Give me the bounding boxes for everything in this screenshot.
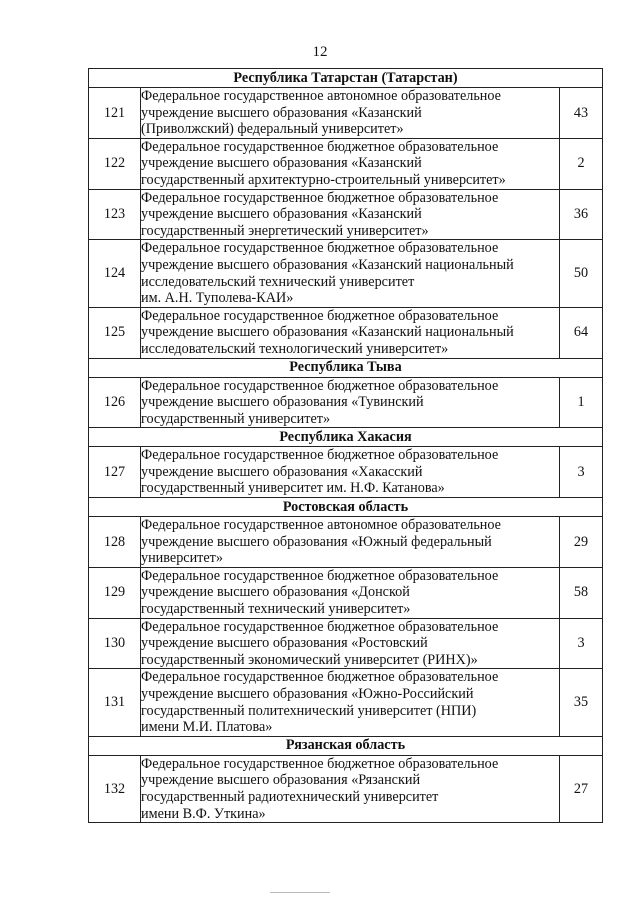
institution-name-line: государственный университет им. Н.Ф. Катанова» — [141, 480, 445, 497]
table-row — [89, 240, 603, 307]
quota-count: 64 — [560, 307, 603, 358]
row-number: 123 — [89, 189, 141, 240]
institution-name-line: государственный энергетический университет» — [141, 222, 429, 239]
row-number: 125 — [89, 307, 141, 358]
institution-name-line: государственный радиотехнический университет — [141, 788, 439, 805]
row-number: 128 — [89, 517, 141, 568]
quota-count: 1 — [560, 377, 603, 428]
region-name: Рязанская область — [89, 736, 603, 755]
institution-name-line: учреждение высшего образования «Казанский — [141, 104, 422, 121]
institution-name — [141, 307, 560, 358]
institution-name — [141, 88, 560, 139]
institution-name-line: учреждение высшего образования «Казанский национальный — [141, 256, 514, 273]
table-row — [89, 447, 603, 498]
institution-name-line: Федеральное государственное бюджетное образовательное — [141, 567, 499, 584]
row-number: 124 — [89, 240, 141, 307]
row-number: 129 — [89, 567, 141, 618]
institution-name-line: Федеральное государственное бюджетное образовательное — [141, 447, 499, 464]
institution-name-line: государственный технический университет» — [141, 601, 411, 618]
universities-table — [88, 68, 603, 823]
institution-name-line: государственный университет» — [141, 410, 331, 427]
table-row — [89, 307, 603, 358]
region-name: Республика Татарстан (Татарстан) — [89, 69, 603, 88]
table-row — [89, 669, 603, 736]
institution-name-line: Федеральное государственное бюджетное образовательное — [141, 618, 499, 635]
institution-name — [141, 567, 560, 618]
quota-count: 29 — [560, 517, 603, 568]
row-number: 126 — [89, 377, 141, 428]
institution-name — [141, 755, 560, 822]
institution-name-line: Федеральное государственное бюджетное образовательное — [141, 138, 499, 155]
quota-count: 27 — [560, 755, 603, 822]
institution-name — [141, 669, 560, 736]
institution-name-line: учреждение высшего образования «Рязанский — [141, 772, 421, 789]
page-number: 12 — [312, 44, 328, 60]
region-header-row — [89, 69, 603, 88]
institution-name-line: исследовательский технологический университет» — [141, 340, 449, 357]
table-row — [89, 138, 603, 189]
institution-name-line: учреждение высшего образования «Донской — [141, 584, 410, 601]
institution-name — [141, 618, 560, 669]
institution-name-line: имени М.И. Платова» — [141, 719, 273, 736]
institution-name-line: Федеральное государственное автономное образовательное — [141, 517, 501, 534]
institution-name — [141, 517, 560, 568]
quota-count: 50 — [560, 240, 603, 307]
region-header-row — [89, 428, 603, 447]
institution-name — [141, 138, 560, 189]
row-number: 121 — [89, 88, 141, 139]
row-number: 131 — [89, 669, 141, 736]
table-body — [89, 69, 603, 823]
institution-name-line: учреждение высшего образования «Тувинский — [141, 394, 424, 411]
quota-count: 3 — [560, 618, 603, 669]
table-row — [89, 618, 603, 669]
quota-count: 2 — [560, 138, 603, 189]
institution-name-line: государственный экономический университет (РИНХ)» — [141, 651, 478, 668]
scan-edge-mark — [270, 892, 330, 896]
institution-name-line: учреждение высшего образования «Южный федеральный — [141, 533, 492, 550]
row-number: 130 — [89, 618, 141, 669]
institution-name-line: университет» — [141, 550, 223, 567]
quota-count: 58 — [560, 567, 603, 618]
quota-count: 3 — [560, 447, 603, 498]
quota-count: 35 — [560, 669, 603, 736]
row-number: 127 — [89, 447, 141, 498]
institution-name-line: Федеральное государственное бюджетное образовательное — [141, 669, 499, 686]
institution-name — [141, 377, 560, 428]
institution-name-line: Федеральное государственное бюджетное образовательное — [141, 377, 499, 394]
institution-name-line: учреждение высшего образования «Казанский — [141, 206, 422, 223]
row-number: 122 — [89, 138, 141, 189]
institution-name-line: (Приволжский) федеральный университет» — [141, 121, 404, 138]
region-name: Республика Хакасия — [89, 428, 603, 447]
institution-name-line: учреждение высшего образования «Казанский национальный — [141, 324, 514, 341]
region-name: Ростовская область — [89, 498, 603, 517]
institution-name-line: им. А.Н. Туполева-КАИ» — [141, 290, 294, 307]
institution-name-line: Федеральное государственное бюджетное образовательное — [141, 240, 499, 257]
institution-name-line: учреждение высшего образования «Южно-Российский — [141, 686, 474, 702]
quota-count: 36 — [560, 189, 603, 240]
table-row — [89, 189, 603, 240]
institution-name — [141, 189, 560, 240]
table-row — [89, 377, 603, 428]
institution-name-line: государственный архитектурно-строительный университет» — [141, 171, 506, 188]
quota-count: 43 — [560, 88, 603, 139]
table-row — [89, 517, 603, 568]
institution-name-line: учреждение высшего образования «Ростовский — [141, 635, 428, 652]
table-row — [89, 755, 603, 822]
institution-name-line: Федеральное государственное автономное образовательное — [141, 88, 501, 104]
table-row — [89, 567, 603, 618]
institution-name-line: государственный политехнический университет (НПИ) — [141, 702, 477, 719]
institution-name-line: Федеральное государственное бюджетное образовательное — [141, 755, 499, 772]
institution-name-line: Федеральное государственное бюджетное образовательное — [141, 307, 499, 324]
row-number: 132 — [89, 755, 141, 822]
region-header-row — [89, 736, 603, 755]
institution-name — [141, 447, 560, 498]
institution-name-line: учреждение высшего образования «Хакасский — [141, 463, 423, 480]
institution-name-line: имени В.Ф. Уткина» — [141, 805, 266, 822]
table-row — [89, 88, 603, 139]
institution-name-line: Федеральное государственное бюджетное образовательное — [141, 189, 499, 206]
institution-name-line: исследовательский технический университет — [141, 273, 415, 290]
institution-name — [141, 240, 560, 307]
region-name: Республика Тыва — [89, 358, 603, 377]
region-header-row — [89, 498, 603, 517]
institution-name-line: учреждение высшего образования «Казанский — [141, 155, 422, 172]
region-header-row — [89, 358, 603, 377]
